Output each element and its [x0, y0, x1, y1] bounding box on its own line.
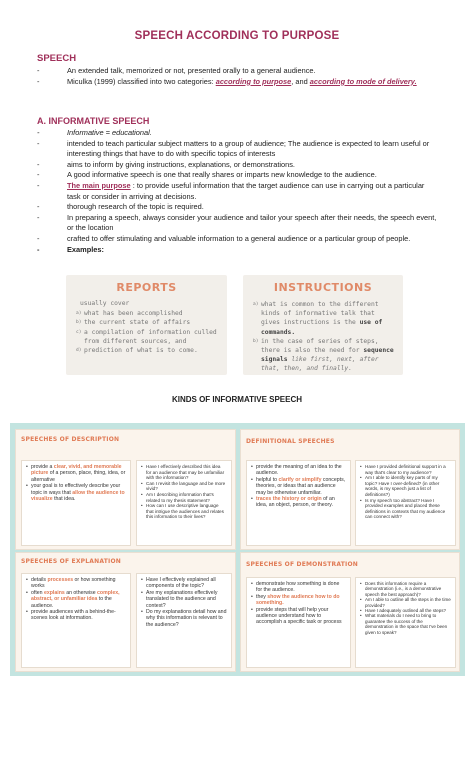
explanation-question: • Do my explanations detail how and why this information is relevant to the audience? — [141, 609, 227, 628]
informative-bullets — [37, 128, 437, 255]
informative-bullet-3: - aims to inform by giving instructions, explanations, or demonstrations. — [37, 160, 437, 171]
reports-item: c) a compilation of information culled from different sources, and — [76, 328, 217, 345]
kinds-infographic — [10, 423, 465, 676]
definitional-tag: DEFINITIONAL SPEECHES — [246, 438, 335, 445]
description-question: • Am I describing information that's related to my thesis statement? — [141, 492, 227, 503]
speech-bullet-1: - An extended talk, memorized or not, presented orally to a general audience. — [37, 66, 437, 77]
informative-heading: A. INFORMATIVE SPEECH — [37, 116, 150, 126]
description-question: • Have I effectively described this idea for an audience that may be unfamiliar with the information? — [141, 464, 227, 481]
main-purpose-label: The main purpose — [67, 180, 131, 190]
description-point: • your goal is to effectively describe your topic in ways that allow the audience to visualize that idea. — [26, 483, 126, 502]
demonstration-point: • provide steps that will help your audience understand how to accomplish a specific task or process — [251, 607, 346, 626]
explanation-question: • Have I effectively explained all components of the topic? — [141, 577, 227, 590]
definitional-panel — [240, 429, 460, 550]
demonstration-right-card — [355, 577, 456, 668]
demonstration-question: • Does this information require a demonstration (i.e., is a demonstrative speech the best approach)? — [360, 581, 451, 597]
description-question: • Can I revisit the language and be more vivid? — [141, 481, 227, 492]
definitional-point: • provide the meaning of an idea to the audience. — [251, 464, 346, 477]
informative-bullet-8: - crafted to offer stimulating and valuable information to a general audience or a particular group of people. — [37, 234, 437, 245]
explanation-left-card — [21, 573, 131, 668]
demonstration-panel — [240, 552, 460, 672]
demonstration-question: • Am I able to outline all the steps in the time provided? — [360, 597, 451, 608]
speech-heading: SPEECH — [37, 53, 77, 64]
examples-label: - Examples: — [37, 245, 437, 256]
definitional-left-card — [246, 460, 351, 546]
explanation-point: • often explains an otherwise complex, abstract, or unfamiliar idea to the audience. — [26, 590, 126, 609]
explanation-tag: SPEECHES OF EXPLANATION — [21, 558, 121, 565]
reports-panel — [66, 275, 227, 375]
explanation-point: • provide audiences with a behind-the-scenes look at information. — [26, 609, 126, 622]
demonstration-question: • Have I adequately outlined all the steps? — [360, 608, 451, 613]
reports-item: a) what has been accomplished — [76, 310, 183, 318]
reports-item: d) prediction of what is to come. — [76, 347, 198, 355]
demonstration-point: • they show the audience how to do something. — [251, 594, 346, 607]
definitional-right-card — [355, 460, 456, 546]
delivery-link[interactable]: according to mode of delivery. — [309, 76, 417, 86]
informative-bullet-1: - Informative = educational. — [37, 128, 437, 139]
description-question: • How can I use descriptive language that intrigue the audiences and relates this information to their lives? — [141, 503, 227, 520]
purpose-link[interactable]: according to purpose — [215, 76, 292, 86]
informative-bullet-6: - thorough research of the topic is required. — [37, 202, 437, 213]
explanation-question: • Are my explanations effectively translated to the audience and context? — [141, 590, 227, 609]
speech-bullets — [37, 66, 437, 87]
reports-title: REPORTS — [116, 281, 177, 294]
instructions-title: INSTRUCTIONS — [273, 281, 373, 294]
demonstration-point: • demonstrate how something is done for the audience. — [251, 581, 346, 594]
reports-intro: usually cover — [80, 300, 130, 307]
main-purpose-bullet — [37, 181, 437, 202]
speech-bullet-2-text: Miculka (1999) classified into two categories: — [67, 76, 216, 86]
description-tag: SPEECHES OF DESCRIPTION — [21, 436, 120, 443]
definitional-point: • traces the history or origin of an idea, an object, person, or theory. — [251, 496, 346, 509]
demonstration-left-card — [246, 577, 351, 668]
informative-bullet-7: - In preparing a speech, always consider your audience and tailor your speech after their needs, the speech event, or the location — [37, 213, 437, 234]
informative-bullet-2: - intended to teach particular subject matters to a group of audience; The audience is expected to learn useful or interesting things that have to do with specific topics of interests — [37, 139, 437, 160]
definitional-point: • helpful to clarify or simplify concepts, theories, or ideas that an audience may be otherwise unfamiliar. — [251, 477, 346, 496]
instructions-panel — [243, 275, 403, 375]
explanation-point: • details processes or how something works — [26, 577, 126, 590]
demonstration-question: • What materials do I need to bring to guarantee the success of the demonstration in the space that I've been given to speak? — [360, 613, 451, 635]
description-point: • provide a clear, vivid, and memorable picture of a person, place, thing, idea, or alternative — [26, 464, 126, 483]
demonstration-tag: SPEECHES OF DEMONSTRATION — [246, 561, 358, 568]
speech-bullet-2 — [37, 77, 437, 88]
description-panel — [15, 429, 236, 550]
speech-bullet-2-mid: , and — [291, 76, 310, 86]
kinds-title: KINDS OF INFORMATIVE SPEECH — [171, 395, 303, 404]
page-title: SPEECH ACCORDING TO PURPOSE — [134, 30, 340, 42]
main-purpose-text: : to provide useful information that the target audience can use in carrying out a particular task or consider in arriving at decisions. — [67, 180, 425, 201]
reports-item: b) the current state of affairs — [76, 319, 191, 327]
explanation-right-card — [136, 573, 232, 668]
definitional-question: • Am I able to identify key parts of my topic? Have I over-defined? (in other words, is my speech just a list of definitions?) — [360, 475, 451, 497]
definitional-question: • Is my speech too abstract? Have I provided examples and placed these definitions in contexts that my audience can connect with? — [360, 498, 451, 520]
instructions-item-a: a) what is common to the different kinds of informative talk that gives instructions is the use of commands. — [253, 301, 383, 336]
description-left-card — [21, 460, 131, 546]
instructions-list — [253, 300, 397, 374]
instructions-item-b: b) in the case of series of steps, there is also the need for sequence signals like first, next, after that, then, and finally. — [253, 337, 394, 373]
description-right-card — [136, 460, 232, 546]
reports-list — [76, 309, 227, 355]
definitional-question: • Have I provided definitional support in a way that's clear to my audience? — [360, 464, 451, 475]
explanation-panel — [15, 552, 236, 672]
informative-bullet-4: - A good informative speech is one that really shares or imparts new knowledge to the audience. — [37, 170, 437, 181]
